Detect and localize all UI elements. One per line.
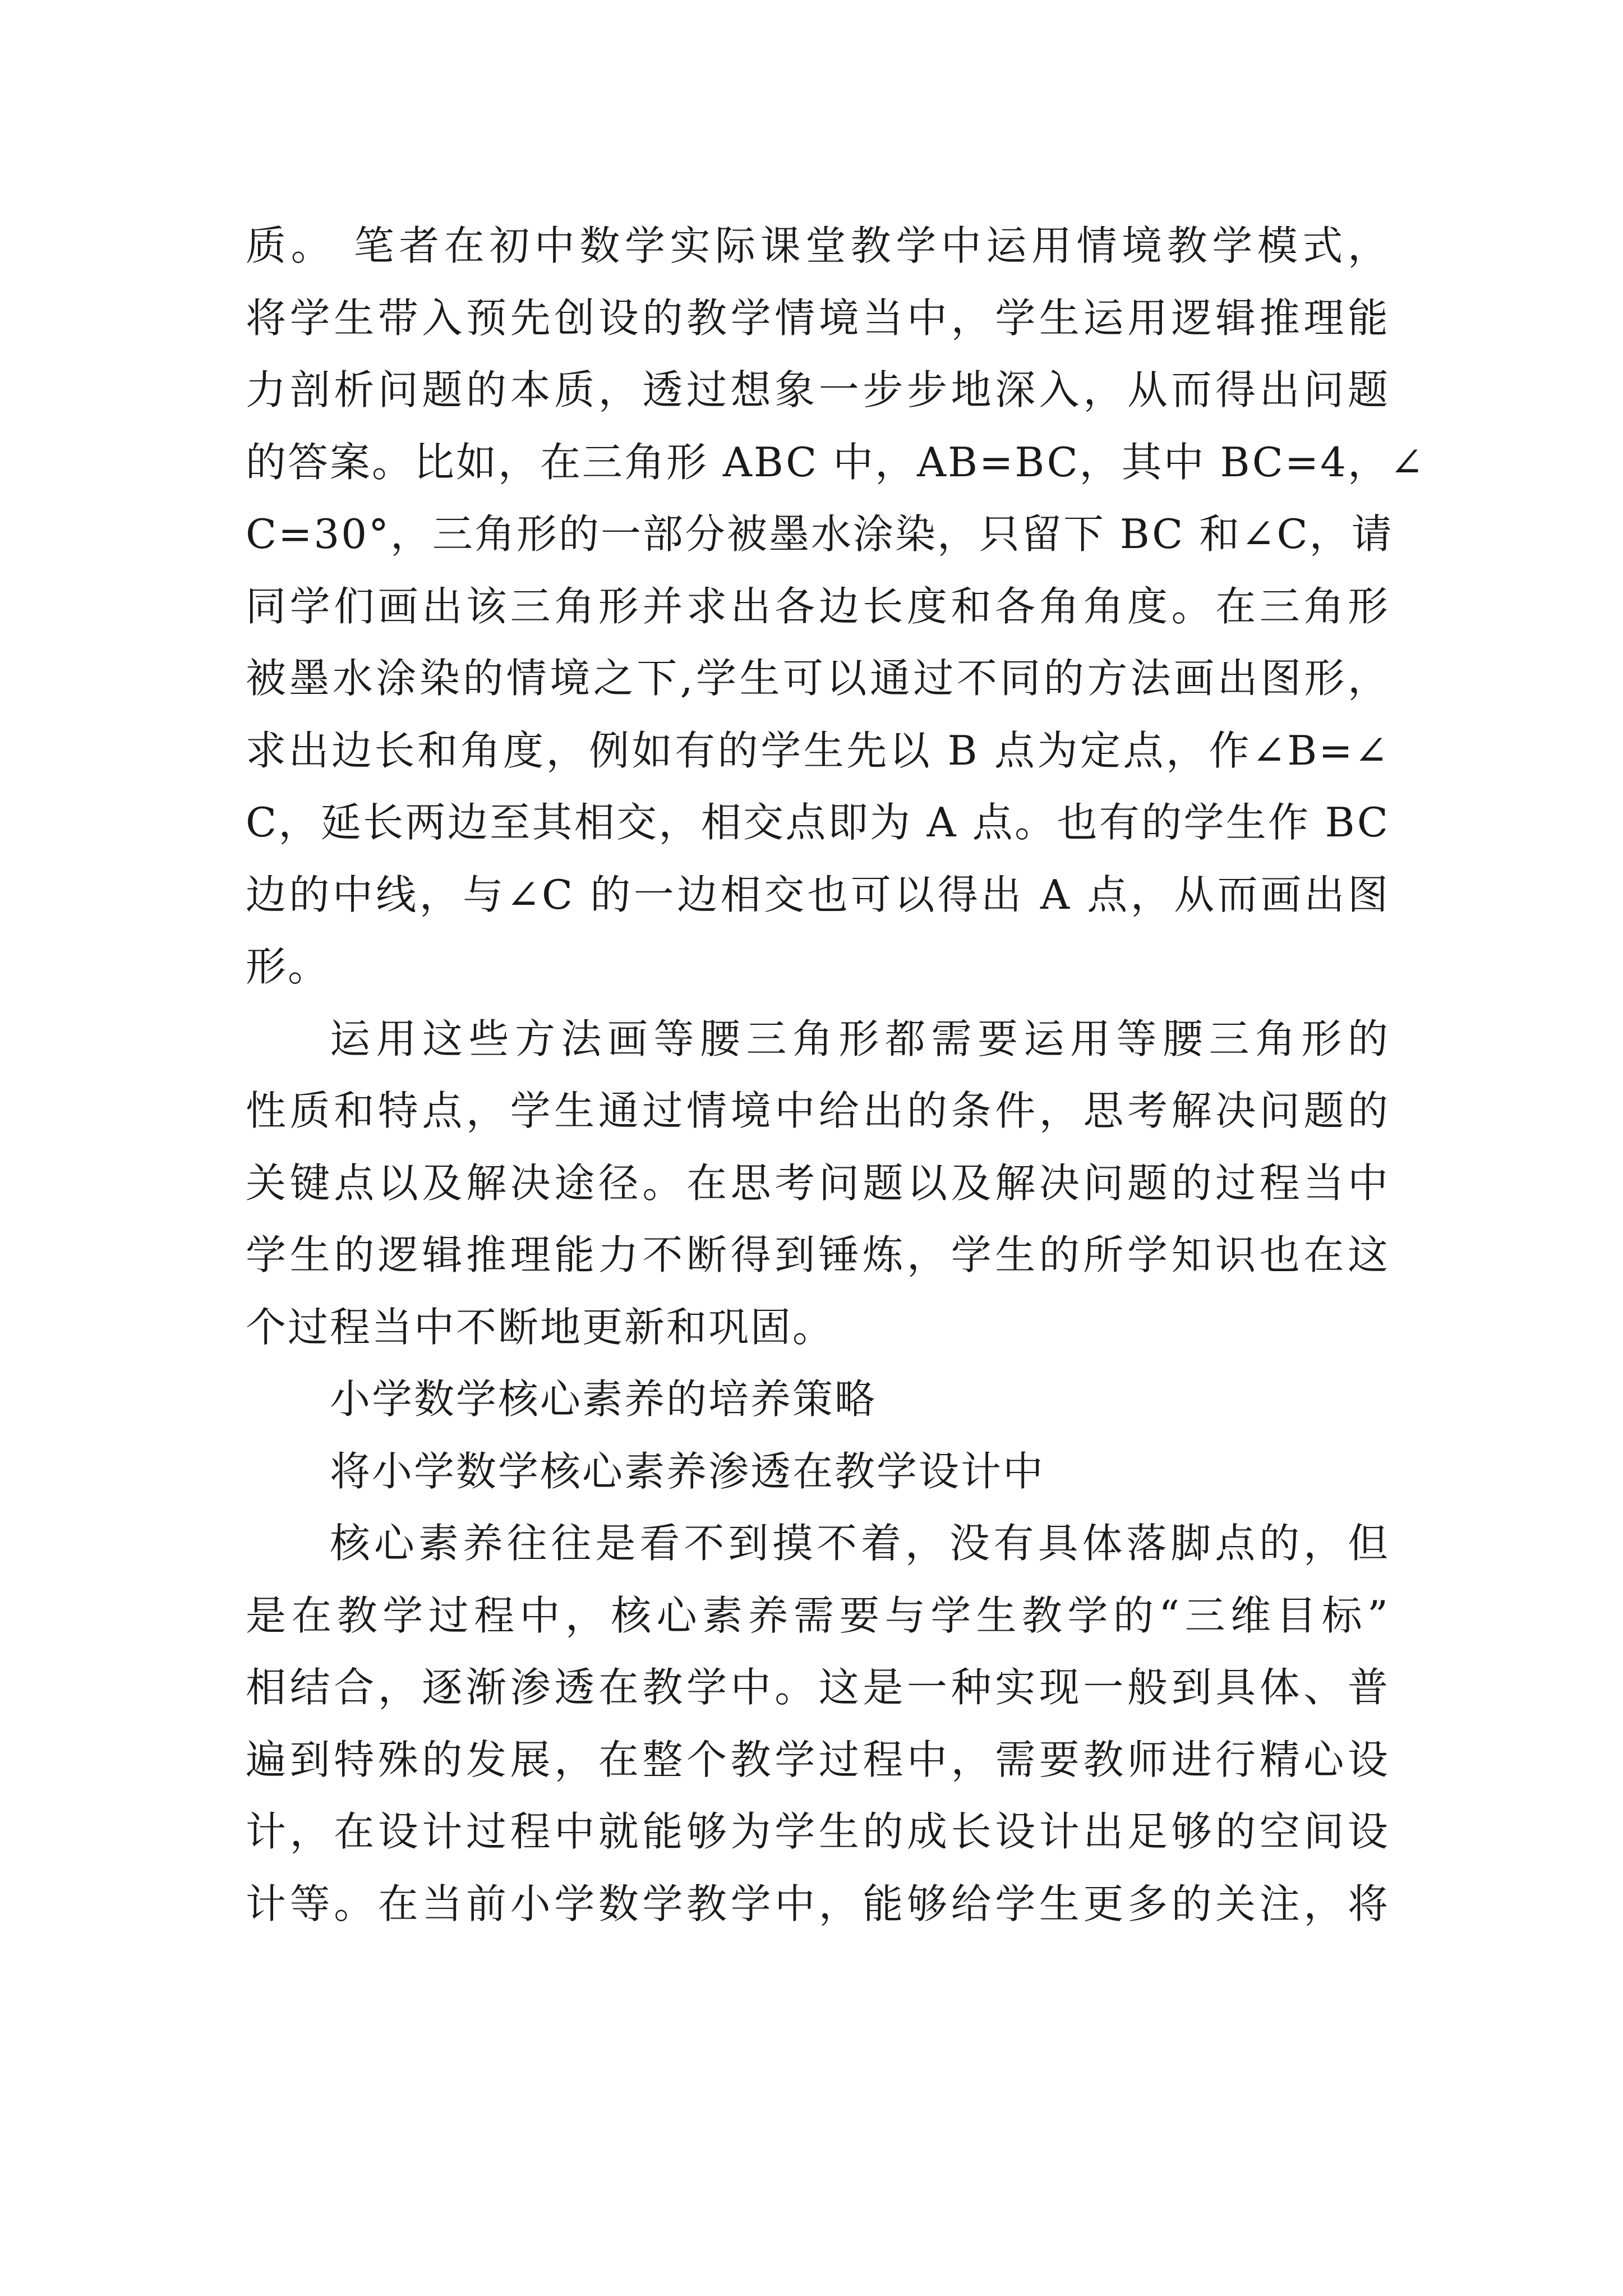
paragraph-1 — [246, 210, 1426, 1003]
text-line: 将学生带入预先创设的教学情境当中，学生运用逻辑推理能 — [246, 294, 1390, 342]
text-line: 被墨水涂染的情境之下,学生可以通过不同的方法画出图形， — [246, 655, 1390, 702]
text-line: 同学们画出该三角形并求出各边长度和各角角度。在三角形 — [246, 582, 1390, 630]
text-line: 计等。在当前小学数学教学中，能够给学生更多的关注，将 — [246, 1880, 1390, 1927]
text-line: 关键点以及解决途径。在思考问题以及解决问题的过程当中 — [246, 1159, 1390, 1207]
text-line: 个过程当中不断地更新和巩固。 — [246, 1303, 835, 1351]
text-line: 运用这些方法画等腰三角形都需要运用等腰三角形的 — [330, 1015, 1390, 1062]
text-line: 求出边长和角度，例如有的学生先以 B 点为定点，作∠B=∠ — [246, 726, 1390, 774]
text-line: 学生的逻辑推理能力不断得到锤炼，学生的所学知识也在这 — [246, 1231, 1390, 1278]
text-line: 核心素养往往是看不到摸不着，没有具体落脚点的，但 — [330, 1520, 1390, 1567]
heading-text: 将小学数学核心素养渗透在教学设计中 — [330, 1447, 1045, 1495]
text-line: 质。 笔者在初中数学实际课堂教学中运用情境教学模式， — [246, 222, 1390, 269]
paragraph-3 — [246, 1507, 1390, 1940]
heading-text: 小学数学核心素养的培养策略 — [330, 1375, 877, 1423]
subsection-heading — [246, 1435, 1390, 1508]
text-line: 形。 — [246, 943, 330, 990]
text-line: 相结合，逐渐渗透在教学中。这是一种实现一般到具体、普 — [246, 1664, 1390, 1711]
text-line: 遍到特殊的发展，在整个教学过程中，需要教师进行精心设 — [246, 1736, 1390, 1783]
paragraph-2 — [246, 1003, 1390, 1364]
text-line: 力剖析问题的本质，透过想象一步步地深入，从而得出问题 — [246, 366, 1390, 413]
text-line: 边的中线，与∠C 的一边相交也可以得出 A 点，从而画出图 — [246, 871, 1390, 918]
text-line: 计，在设计过程中就能够为学生的成长设计出足够的空间设 — [246, 1808, 1390, 1855]
body-text — [246, 210, 1426, 1940]
text-line: 的答案。比如，在三角形 ABC 中，AB=BC，其中 BC=4，∠ — [246, 438, 1426, 486]
text-line: 是在教学过程中，核心素养需要与学生教学的“三维目标” — [246, 1591, 1390, 1639]
text-line: 性质和特点，学生通过情境中给出的条件，思考解决问题的 — [246, 1087, 1390, 1134]
text-line: C=30°，三角形的一部分被墨水涂染，只留下 BC 和∠C，请 — [246, 510, 1394, 558]
text-line: C，延长两边至其相交，相交点即为 A 点。也有的学生作 BC — [246, 799, 1390, 846]
section-heading — [246, 1363, 1390, 1435]
